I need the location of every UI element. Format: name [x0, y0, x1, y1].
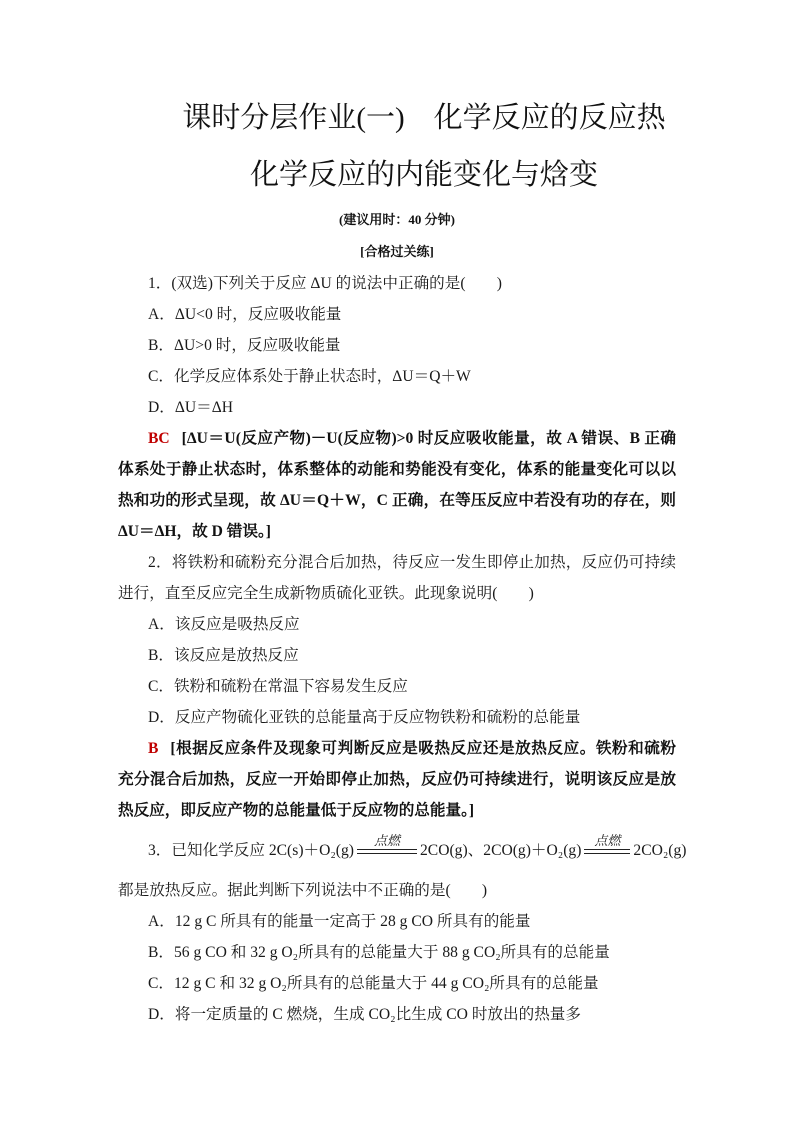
question-stem: 2．将铁粉和硫粉充分混合后加热，待反应一发生即停止加热，反应仍可持续 [148, 554, 676, 571]
question-stem: 1．(双选)下列关于反应 ΔU 的说法中正确的是( ) [148, 275, 502, 292]
option-d: D．将一定质量的 C 燃烧，生成 CO₂比生成 CO 时放出的热量多 [148, 1006, 581, 1023]
reaction-condition: 点燃 [373, 832, 400, 848]
equation-products: 2CO₂(g) [633, 842, 687, 859]
suggested-time: (建议用时：40 分钟) [339, 212, 455, 227]
option-a: A．ΔU<0 时，反应吸收能量 [148, 306, 342, 323]
option-b: B．该反应是放热反应 [148, 647, 299, 664]
reaction-condition: 点燃 [594, 832, 621, 848]
answer-label: B [148, 740, 159, 757]
option-b: B．56 g CO 和 32 g O₂所具有的总能量大于 88 g CO₂所具有的总能量 [148, 944, 610, 961]
answer-explanation [118, 733, 676, 826]
answer-text: [根据反应条件及现象可判断反应是吸热反应还是放热反应。铁粉和硫粉 [170, 740, 676, 757]
page-subtitle: 化学反应的内能变化与焓变 [249, 159, 598, 191]
option-a: A．12 g C 所具有的能量一定高于 28 g CO 所具有的能量 [148, 913, 531, 930]
page-title: 课时分层作业(一) 化学反应的反应热 [182, 102, 666, 134]
question-3 [118, 826, 687, 1030]
option-a: A．该反应是吸热反应 [148, 616, 300, 633]
question-2 [118, 547, 676, 826]
answer-line: 体系处于静止状态时，体系整体的动能和势能没有变化，体系的能量变化可以以 [118, 461, 676, 478]
answer-line: 充分混合后加热，反应一开始即停止加热，反应仍可持续进行，说明该反应是放 [118, 771, 676, 788]
question-stem: 进行，直至反应完全生成新物质硫化亚铁。此现象说明( ) [118, 585, 534, 602]
equation-reactants: 2CO(g)＋O₂(g) [483, 842, 582, 859]
option-d: D．反应产物硫化亚铁的总能量高于反应物铁粉和硫粉的总能量 [148, 709, 581, 726]
question-stem-equation-line [118, 826, 687, 875]
answer-line [118, 733, 676, 764]
question-stem-prefix: 3．已知化学反应 [148, 842, 269, 859]
answer-text: [ΔU＝U(反应产物)－U(反应物)>0 时反应吸收能量，故 A 错误、B 正确 [181, 430, 676, 447]
reaction-condition-arrow [357, 832, 417, 854]
answer-line: 热和功的形式呈现，故 ΔU＝Q＋W，C 正确，在等压反应中若没有功的存在，则 [118, 492, 676, 509]
answer-line: 热反应，即反应产物的总能量低于反应物的总能量。] [118, 802, 475, 819]
answer-line [118, 423, 676, 454]
question-stem: 都是放热反应。据此判断下列说法中不正确的是( ) [118, 882, 488, 899]
question-1 [118, 268, 676, 547]
option-d: D．ΔU＝ΔH [148, 399, 234, 416]
answer-explanation [118, 423, 676, 547]
question-list [118, 268, 687, 1030]
option-c: C．铁粉和硫粉在常温下容易发生反应 [148, 678, 408, 695]
answer-label: BC [148, 430, 170, 447]
option-c: C．12 g C 和 32 g O₂所具有的总能量大于 44 g CO₂所具有的总能量 [148, 975, 599, 992]
equation-separator: 、 [467, 842, 484, 859]
equation-products: 2CO(g) [420, 842, 468, 859]
section-heading: [合格过关练] [360, 244, 434, 259]
option-c: C．化学反应体系处于静止状态时，ΔU＝Q＋W [148, 368, 471, 385]
option-b: B．ΔU>0 时，反应吸收能量 [148, 337, 341, 354]
reaction-condition-arrow [584, 832, 630, 854]
answer-line: ΔU＝ΔH，故 D 错误。] [118, 523, 271, 540]
equation-reactants: 2C(s)＋O₂(g) [268, 842, 354, 859]
